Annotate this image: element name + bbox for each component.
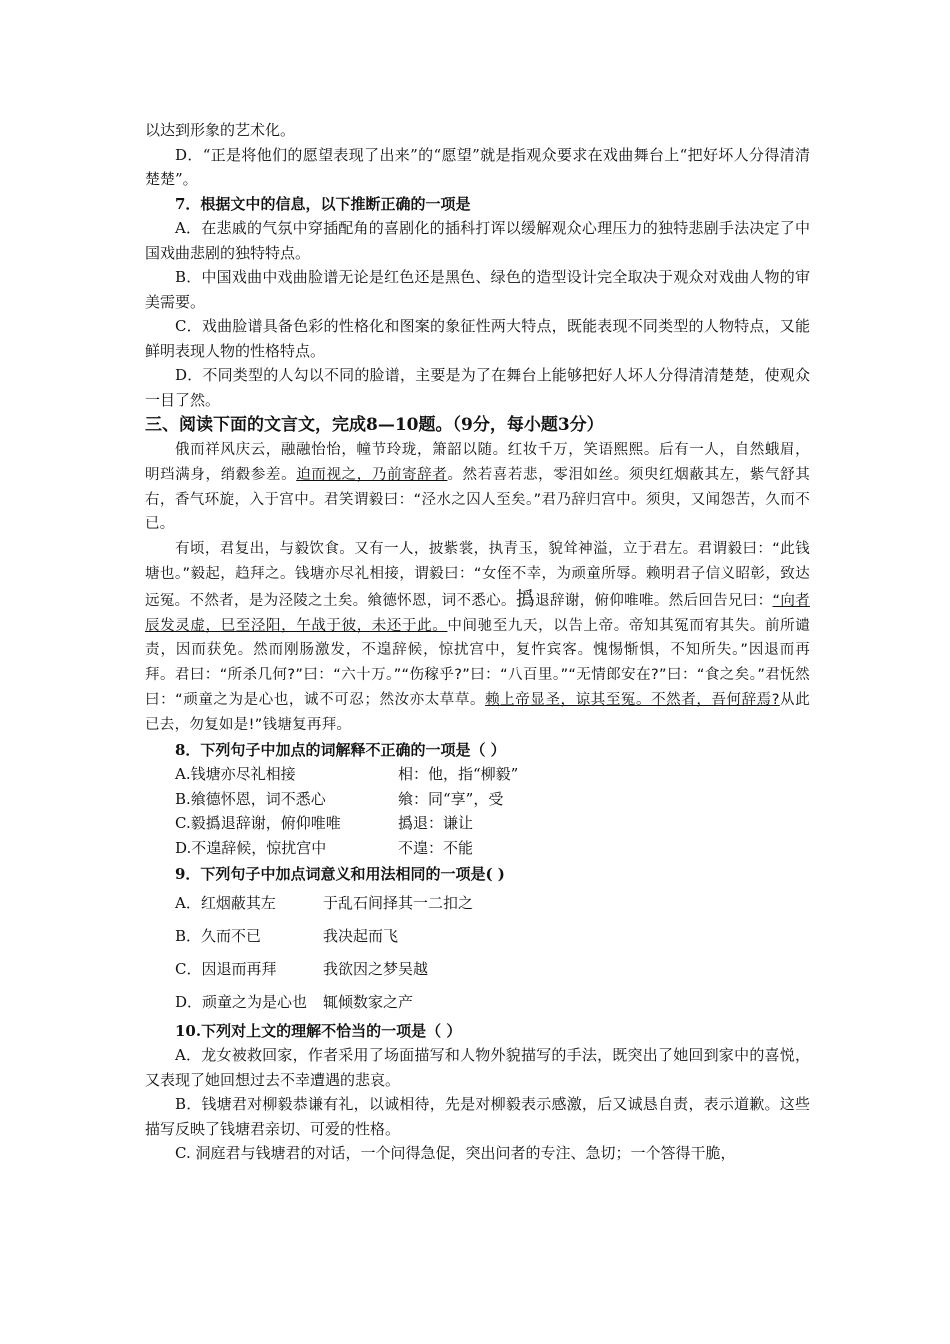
option-explanation: 飨：同“享”，受 [398, 789, 504, 808]
option-sentence: B.飨德怀恩，词不悉心 [175, 789, 326, 808]
question-8-option [145, 811, 810, 836]
option-compare: 我决起而飞 [323, 926, 399, 945]
question-9-option [145, 953, 810, 986]
question-9-option [145, 887, 810, 920]
question-9-option [145, 986, 810, 1019]
option-sentence: C．因退而再拜 [175, 959, 277, 978]
text-span: 有顷，君复出，与毅饮食。又有一人，披紫裳，执青玉，貌耸神溢，立于君左。君谓毅曰：“此钱塘也。”毅起，趋拜之。钱塘亦尽礼相接，谓毅曰：“女侄不幸，为顽童所辱。赖明君子信义昭彰，致达远冤。不然者，是为泾陵之土矣。飨德怀恩，词不悉心。 [145, 541, 810, 609]
text-line: 以达到形象的艺术化。 [145, 121, 296, 139]
question-8-option [145, 787, 810, 812]
option-compare: 辄倾数家之产 [323, 992, 414, 1011]
section-3-heading: 三、阅读下面的文言文，完成8—10题。（9分，每小题3分） [145, 415, 604, 435]
question-9-option [145, 920, 810, 953]
text-span: 中间驰至九天，以告上帝。帝知其冤而宥其失。前所谴责，因而获免。然而刚肠激发，不遑辞候，惊扰宫中，复忤宾客。愧惕惭惧，不知所失。”因退而再拜。君曰：“所杀几何?”曰：“六十万。”“伤稼乎?”曰：“八百里。”“无情郎安在?”曰：“食之矣。”君怃然曰：“顽童之为是心也，诚不可忍；然汝亦太草草。 [145, 617, 810, 708]
exam-page [145, 118, 810, 1166]
question-8-stem: 8．下列句子中加点的词解释不正确的一项是（ ） [175, 740, 506, 759]
question-7-option-c: C．戏曲脸谱具备色彩的性格化和图案的象征性两大特点，既能表现不同类型的人物特点，又能鲜明表现人物的性格特点。 [145, 317, 810, 360]
question-7-stem: 7．根据文中的信息，以下推断正确的一项是 [175, 194, 471, 213]
classical-paragraph-1 [145, 438, 810, 537]
option-d-prev: D．“正是将他们的愿望表现了出来”的“愿望”就是指观众要求在戏曲舞台上“把好坏人分得清清楚楚”。 [145, 145, 810, 188]
option-sentence: A.钱塘亦尽礼相接 [175, 765, 296, 784]
text-span: 俄而祥风庆云，融融怡怡，幢节玲珑，箫韶以随。红妆千万，笑语熙熙。后有一人，自然蛾眉，明珰满身，绡縠参差。 [145, 442, 810, 483]
option-sentence: A．红烟蔽其左 [175, 893, 276, 912]
classical-paragraph-2 [145, 537, 810, 737]
question-8-option [145, 762, 810, 787]
question-7-option-b: B．中国戏曲中戏曲脸谱无论是红色还是黑色、绿色的造型设计完全取决于观众对戏曲人物的审美需要。 [145, 268, 810, 311]
question-7-option-d: D．不同类型的人勾以不同的脸谱，主要是为了在舞台上能够把好人坏人分得清清楚楚，使观众一目了然。 [145, 366, 810, 409]
option-explanation: 相：他，指“柳毅” [398, 765, 519, 784]
question-8-option [145, 836, 810, 861]
question-10-stem: 10.下列对上文的理解不恰当的一项是（ ） [175, 1021, 462, 1040]
text-span: 从此已去，勿复如是!”钱塘复再拜。 [145, 691, 810, 733]
question-10-option-b: B．钱塘君对柳毅恭谦有礼，以诚相待，先是对柳毅表示感激，后又诚恳自责，表示道歉。这些描写反映了钱塘君亲切、可爱的性格。 [145, 1095, 810, 1138]
question-9-stem: 9．下列句子中加点词意义和用法相同的一项是( ) [175, 865, 505, 884]
question-10-option-a: A．龙女被救回家，作者采用了场面描写和人物外貌描写的手法，既突出了她回到家中的喜悦，又表现了她回想过去不幸遭遇的悲哀。 [145, 1046, 810, 1089]
question-7-option-a: A．在悲戚的气氛中穿插配角的喜剧化的插科打诨以缓解观众心理压力的独特悲剧手法决定了中国戏曲悲剧的独特特点。 [145, 219, 810, 262]
large-character: 撝 [515, 587, 536, 610]
option-explanation: 撝退：谦让 [398, 814, 474, 833]
underlined-sentence: 迫而视之，乃前寄辞者 [296, 466, 448, 483]
underlined-sentence: “向者辰发灵虚，巳至泾阳，午战于彼，未还于此。 [145, 592, 810, 634]
option-compare: 于乱石间择其一二扣之 [323, 893, 474, 912]
option-sentence: C.毅撝退辞谢，俯仰唯唯 [175, 814, 341, 833]
text-span: 退辞谢，俯仰唯唯。然后回告兄曰： [535, 592, 773, 609]
question-10-option-c: C. 洞庭君与钱塘君的对话，一个问得急促，突出问者的专注、急切；一个答得干脆， [175, 1144, 736, 1163]
text-span: 。然若喜若悲，零泪如丝。须臾红烟蔽其左，紫气舒其右，香气环旋，入于宫中。君笑谓毅曰：“泾水之囚人至矣。”君乃辞归宫中。须臾，又闻怨苦，久而不已。 [145, 466, 811, 533]
option-compare: 我欲因之梦吴越 [323, 959, 429, 978]
option-sentence: B．久而不已 [175, 926, 262, 945]
option-sentence: D.不遑辞候，惊扰宫中 [175, 838, 327, 857]
option-explanation: 不遑：不能 [398, 838, 474, 857]
underlined-sentence: 赖上帝显圣，谅其至冤。不然者，吾何辞焉? [485, 691, 780, 708]
option-sentence: D．顽童之为是心也 [175, 992, 308, 1011]
